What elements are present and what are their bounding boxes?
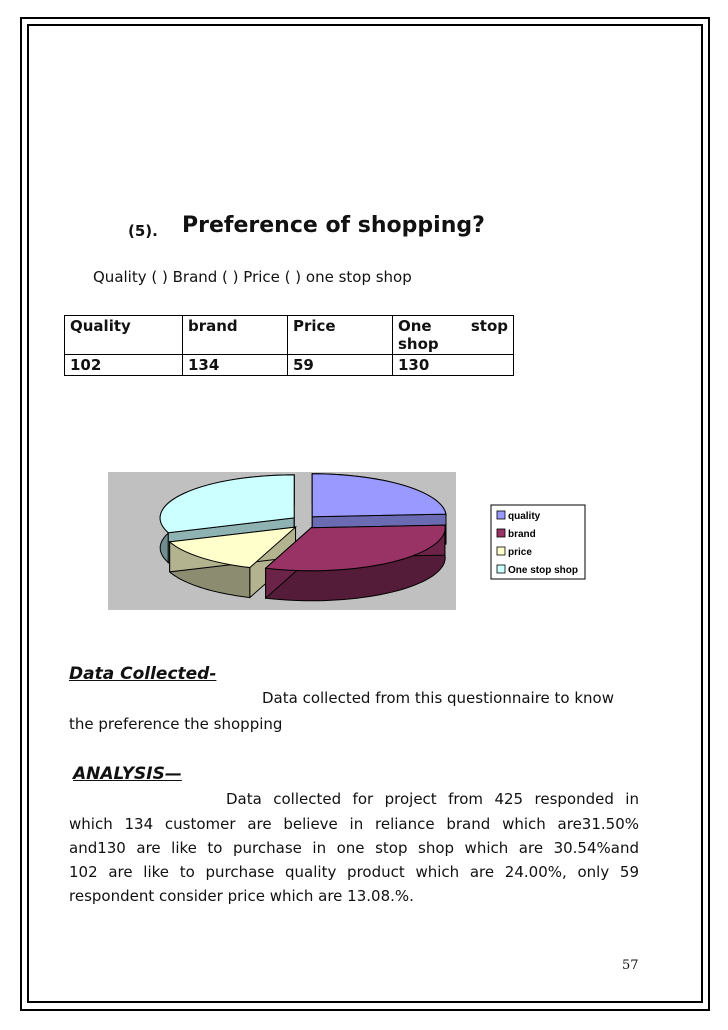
preference-table	[64, 315, 514, 376]
header-brand: brand	[183, 316, 288, 355]
question-title: Preference of shopping?	[182, 213, 485, 238]
data-collected-heading: Data Collected-	[69, 664, 217, 684]
value-quality: 102	[65, 355, 183, 376]
header-one-stop-shop-line2: shop	[398, 335, 439, 353]
chart-legend	[491, 505, 585, 579]
legend-label: brand	[508, 529, 536, 540]
page-number: 57	[622, 958, 639, 973]
header-one-stop-shop-text	[398, 317, 508, 353]
header-price: Price	[288, 316, 393, 355]
question-options: Quality ( ) Brand ( ) Price ( ) one stop shop	[93, 268, 412, 286]
table-header-row	[65, 316, 514, 355]
legend-swatch	[497, 511, 505, 519]
legend-label: quality	[508, 511, 541, 522]
header-word: One	[398, 317, 432, 335]
value-price: 59	[288, 355, 393, 376]
header-one-stop-shop-line1	[398, 317, 508, 335]
table-row	[65, 355, 514, 376]
legend-swatch	[497, 565, 505, 573]
legend-swatch	[497, 547, 505, 555]
legend-label: price	[508, 547, 532, 558]
value-brand: 134	[183, 355, 288, 376]
analysis-line: Data collected for project from 425 responded in	[226, 790, 639, 808]
header-word: stop	[470, 317, 508, 335]
analysis-heading: ANALYSIS—	[73, 764, 182, 784]
analysis-line: and130 are like to purchase in one stop shop which are 30.54%and	[69, 839, 639, 857]
value-one-stop-shop: 130	[393, 355, 514, 376]
analysis-line: 102 are like to purchase quality product which are 24.00%, only 59	[69, 863, 639, 881]
data-collected-line2: the preference the shopping	[69, 715, 283, 733]
data-collected-line1: Data collected from this questionnaire to know	[262, 689, 615, 707]
analysis-line: which 134 customer are believe in reliance brand which are31.50%	[69, 815, 639, 833]
legend-swatch	[497, 529, 505, 537]
header-quality: Quality	[65, 316, 183, 355]
legend-label: One stop shop	[508, 565, 578, 576]
question-number: (5).	[128, 222, 158, 240]
header-one-stop-shop	[393, 316, 514, 355]
preference-pie-chart	[108, 472, 588, 612]
analysis-line: respondent consider price which are 13.08.%.	[69, 887, 414, 905]
